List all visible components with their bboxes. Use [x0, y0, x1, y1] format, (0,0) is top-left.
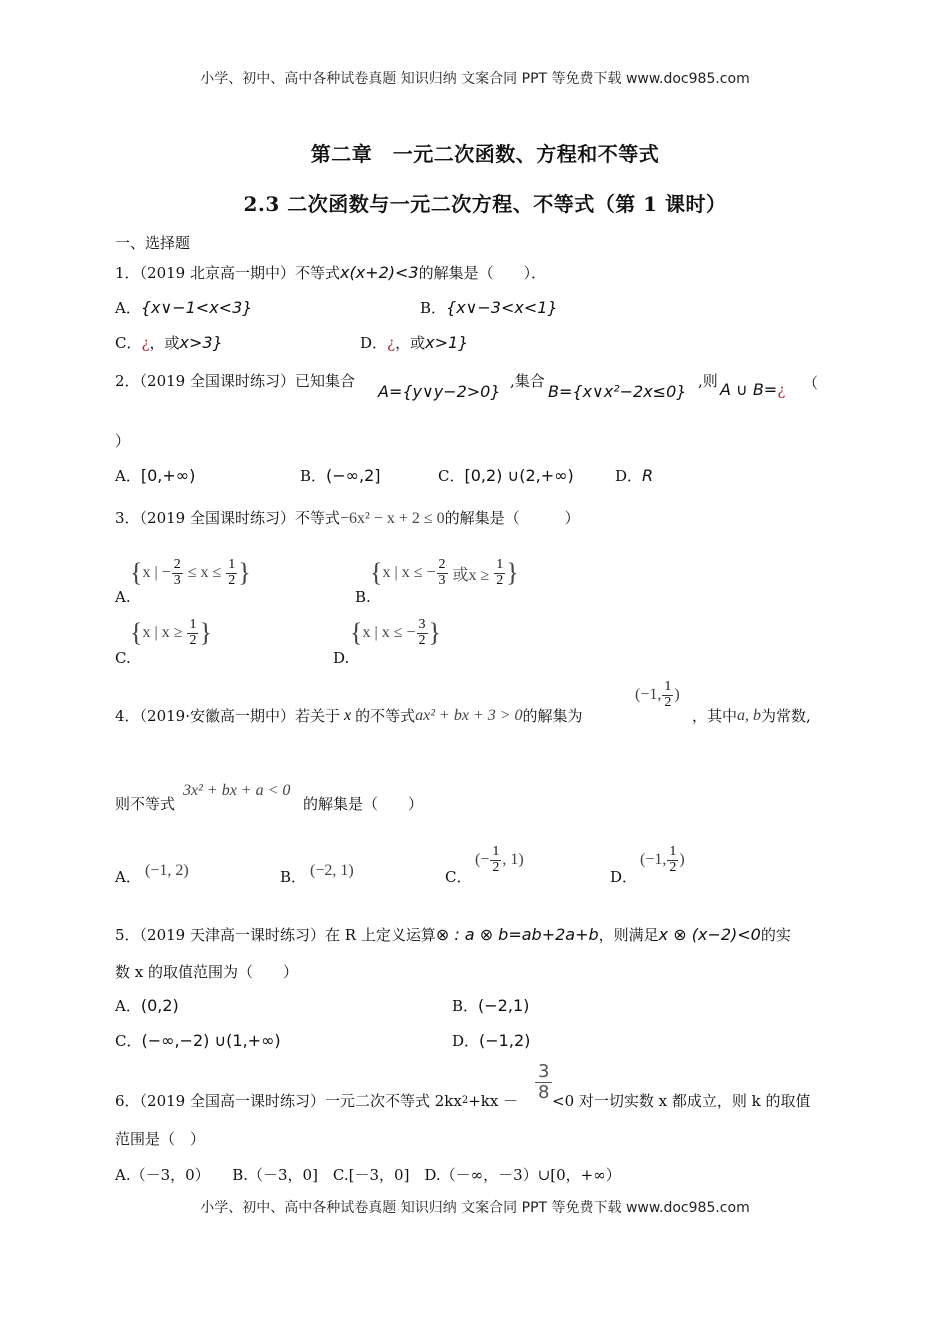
q6-stem-text: 6．（2019 全国高一课时练习）一元二次不等式 2kx [115, 1092, 462, 1110]
q4-c-frac-num: 1 [492, 844, 500, 859]
q3-c-label: C. [115, 649, 131, 667]
q5-b-label: B． [452, 997, 479, 1015]
q5-stem-text: 5．（2019 天津高一课时练习）在 R 上定义运算 [115, 926, 436, 944]
q3-b-frac1-num: 2 [438, 557, 446, 572]
q5-option-c [115, 1030, 281, 1051]
q4-interval-post: ) [674, 686, 680, 704]
q3-b-pre: x | x ≤ − [382, 564, 436, 582]
q1-c-glyph: ¿ [141, 334, 150, 352]
q3-d-lbrace: { [350, 618, 363, 648]
q1-b-text: {x∨−3<x<1} [446, 298, 558, 317]
q4-interval-frac-den: 2 [664, 694, 672, 710]
q2-option-d [615, 465, 653, 486]
q1-d-mid: ，或 [395, 334, 426, 352]
q4-d-frac [667, 845, 678, 875]
q3-a-frac1 [172, 558, 183, 588]
q4-expr2: 3x² + bx + a < 0 [183, 782, 291, 799]
q1-d-glyph: ¿ [387, 334, 396, 352]
q2-set-b: B={x∨x²−2x≤0} [548, 382, 687, 401]
q2-stem-text: 2．（2019 全国课时练习）已知集合 [115, 372, 355, 390]
q4-stem-end [692, 705, 811, 726]
q4-expr: ax² + bx + 3 > 0 [415, 706, 523, 724]
q3-option-c [130, 618, 212, 648]
q4-stem2: 的不等式 [355, 707, 416, 725]
q3-expr: −6x² − x + 2 ≤ 0 [340, 510, 445, 527]
q3-b-mid: 或x ≥ [448, 566, 494, 584]
q4-a-label: A． [115, 868, 141, 886]
q1-c-mid: ，或 [149, 334, 180, 352]
q1-tail: 的解集是（ ）． [418, 264, 547, 282]
q4-var: x [344, 706, 352, 724]
q2-d-label: D． [615, 467, 643, 485]
q4-interval-frac [662, 680, 673, 710]
q3-b-frac2-den: 2 [496, 572, 504, 588]
q3-d-frac-num: 3 [418, 617, 426, 632]
q3-c-frac-num: 1 [189, 617, 197, 632]
q1-option-a [115, 297, 252, 318]
question-1-stem [115, 262, 546, 283]
q4-d-frac-num: 1 [669, 844, 677, 859]
q4-interval-frac-num: 1 [664, 679, 672, 694]
q1-a-text: {x∨−1<x<3} [140, 298, 253, 317]
q2-then: ,则 [698, 372, 718, 390]
q5-op: ⊗ : a ⊗ b=ab+2a+b [435, 925, 599, 944]
q3-b-rbrace: } [506, 558, 519, 588]
q4-line2-pre: 则不等式 [115, 795, 176, 813]
q6-frac [535, 1062, 552, 1103]
q3-d-pre: x | x ≤ − [362, 624, 416, 642]
q1-d-text: x>1} [425, 333, 469, 352]
q4-stem-text: 4．（2019·安徽高一期中）若关于 [115, 707, 340, 725]
q3-d-frac-den: 2 [418, 632, 426, 648]
q2-set-a: A={y∨y−2>0} [378, 382, 501, 401]
q3-option-b [370, 558, 519, 588]
q2-c-label: C． [438, 467, 465, 485]
q4-b-text: (−2, 1) [310, 862, 354, 879]
q4-option-d [640, 845, 685, 875]
q5-a-text: (0,2) [140, 996, 179, 1015]
q1-d-label: D． [360, 334, 388, 352]
q3-a-frac2-num: 1 [228, 557, 236, 572]
q5-option-b [452, 995, 529, 1016]
q3-a-mid: ≤ x ≤ [183, 564, 226, 582]
q3-option-d [350, 618, 441, 648]
q3-a-frac1-num: 2 [173, 557, 181, 572]
q2-option-a [115, 465, 195, 486]
q3-b-lbrace: { [370, 558, 383, 588]
q6-frac-den: 8 [538, 1081, 550, 1103]
q3-c-lbrace: { [130, 618, 143, 648]
q5-stem3: 的实 [760, 926, 791, 944]
q2-union-expr [720, 380, 785, 399]
q3-a-rbrace: } [238, 558, 251, 588]
q1-option-c [115, 332, 223, 353]
q4-ab: a, b [737, 706, 762, 724]
q3-a-pre: x | − [142, 564, 171, 582]
q2-mid: ,集合 [510, 372, 545, 390]
q6-sup: 2 [461, 1095, 469, 1106]
q5-line2: 数 x 的取值范围为（ ） [115, 963, 298, 981]
q4-stem5: 为常数, [761, 707, 811, 725]
q2-union: A ∪ B= [720, 380, 778, 399]
q5-d-text: (−1,2) [479, 1031, 531, 1050]
chapter-title: 第二章 一元二次函数、方程和不等式 [310, 142, 660, 166]
q1-option-b [420, 297, 558, 318]
q3-stem-text: 3．（2019 全国课时练习）不等式 [115, 509, 340, 527]
q1-stem-text: 1．（2019 北京高一期中）不等式 [115, 264, 340, 282]
question-3-stem [115, 507, 580, 528]
q4-c-pre: (− [475, 851, 490, 869]
q6-frac-num: 3 [535, 1062, 552, 1083]
q5-option-d [452, 1030, 530, 1051]
q2-open-paren: （ [803, 374, 819, 392]
section-label: 一、选择题 [115, 234, 191, 252]
header-banner: 小学、初中、高中各种试卷真题 知识归纳 文案合同 PPT 等免费下载 www.doc985.com [200, 71, 750, 87]
q3-b-frac1-den: 3 [438, 572, 446, 588]
q4-c-label: C． [445, 868, 472, 886]
q5-option-a [115, 995, 179, 1016]
q3-a-label: A. [115, 588, 131, 606]
q6-line2: 范围是（ ） [115, 1130, 206, 1148]
q4-interval-pre: (−1, [635, 686, 662, 704]
q2-c-text: [0,2) ∪(2,+∞) [464, 466, 574, 485]
q4-interval [635, 680, 680, 710]
q5-d-label: D． [452, 1032, 480, 1050]
q3-c-pre: x | x ≥ [142, 624, 187, 642]
q3-tail: 的解集是（ ） [444, 509, 580, 527]
q2-close-paren: ） [115, 432, 131, 450]
q2-option-c [438, 465, 574, 486]
question-4-stem [115, 705, 583, 726]
q4-d-frac-den: 2 [669, 859, 677, 875]
q3-option-a [130, 558, 251, 588]
q6-stem2: +kx － [468, 1092, 519, 1110]
q4-d-label: D． [610, 868, 638, 886]
q3-b-frac2 [494, 558, 505, 588]
q4-c-post: , 1) [502, 851, 524, 869]
q1-a-label: A． [115, 299, 141, 317]
q1-c-label: C． [115, 334, 142, 352]
q3-a-frac2-den: 2 [228, 572, 236, 588]
question-5-stem [115, 924, 791, 945]
q5-stem2: ，则满足 [598, 926, 659, 944]
q2-b-text: (−∞,2] [326, 466, 381, 485]
q2-a-text: [0,+∞) [140, 466, 196, 485]
q4-option-c [475, 845, 524, 875]
q5-c-label: C． [115, 1032, 142, 1050]
q3-d-label: D. [333, 649, 350, 667]
q4-stem3: 的解集为 [522, 707, 583, 725]
q3-c-rbrace: } [199, 618, 212, 648]
q1-c-text: x>3} [179, 333, 223, 352]
q4-a-text: (−1, 2) [145, 862, 189, 879]
footer-banner: 小学、初中、高中各种试卷真题 知识归纳 文案合同 PPT 等免费下载 www.doc985.com [200, 1200, 750, 1216]
q5-a-label: A． [115, 997, 141, 1015]
q2-a-label: A． [115, 467, 141, 485]
section-title: 2.3 二次函数与一元二次方程、不等式（第 1 课时） [243, 192, 727, 216]
q4-c-frac-den: 2 [492, 859, 500, 875]
q2-option-b [300, 465, 381, 486]
q3-a-lbrace: { [130, 558, 143, 588]
q3-a-frac1-den: 3 [173, 572, 181, 588]
q3-d-frac [417, 618, 428, 648]
q2-glyph: ¿ [777, 381, 786, 399]
q3-d-rbrace: } [428, 618, 441, 648]
q4-c-frac [490, 845, 501, 875]
q5-b-text: (−2,1) [478, 996, 530, 1015]
q3-b-label: B. [355, 588, 371, 606]
q5-c-text: (−∞,−2) ∪(1,+∞) [141, 1031, 281, 1050]
q4-d-pre: (−1, [640, 851, 667, 869]
q4-d-post: ) [679, 851, 685, 869]
q4-stem4: ，其中 [692, 707, 738, 725]
q2-d-text: R [642, 466, 654, 485]
question-6-stem [115, 1090, 518, 1111]
q3-a-frac2 [226, 558, 237, 588]
q3-b-frac2-num: 1 [496, 557, 504, 572]
q6-options: A.（－3，0） B.（－3，0] C.[－3，0] D.（－∞，－3）∪[0，+∞） [115, 1166, 621, 1184]
q1-expr: x(x+2)<3 [340, 263, 419, 282]
q3-c-frac [187, 618, 198, 648]
q1-option-d [360, 332, 468, 353]
q1-b-label: B． [420, 299, 447, 317]
q3-c-frac-den: 2 [189, 632, 197, 648]
question-2-stem [115, 370, 355, 391]
q2-b-label: B． [300, 467, 327, 485]
q3-b-frac1 [437, 558, 448, 588]
q6-stem3: <0 对一切实数 x 都成立，则 k 的取值 [552, 1092, 811, 1110]
q5-cond: x ⊗ (x−2)<0 [658, 925, 761, 944]
q4-b-label: B． [280, 868, 307, 886]
q4-line2-post: 的解集是（ ） [303, 795, 424, 813]
